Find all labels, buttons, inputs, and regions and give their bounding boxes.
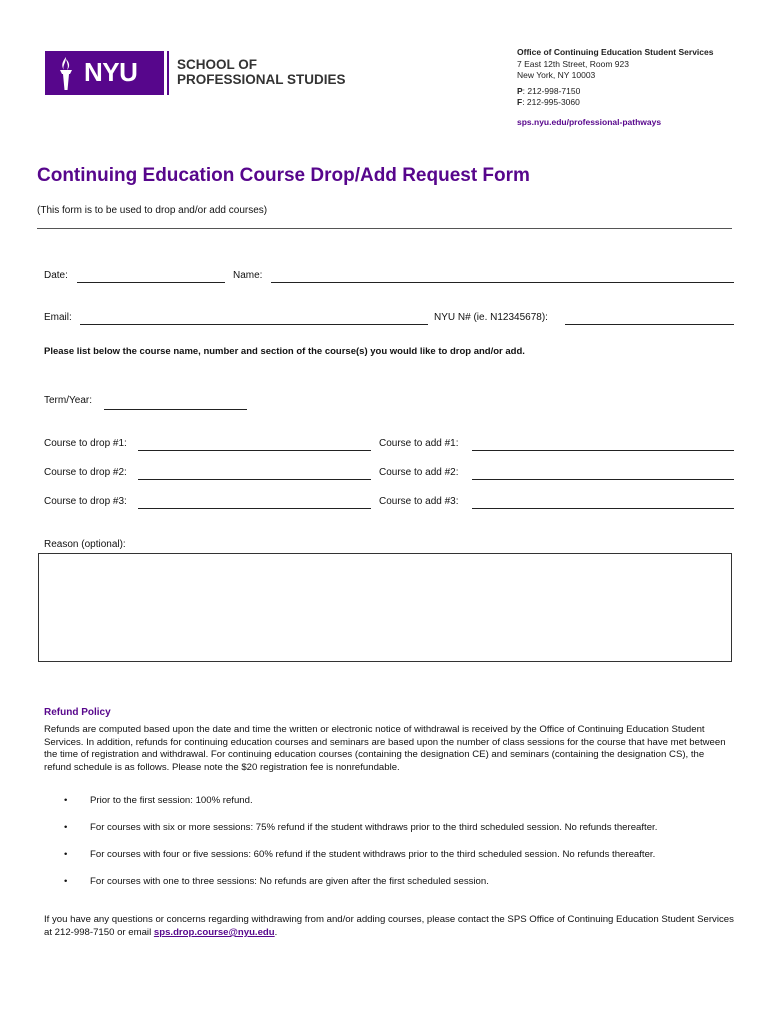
refund-policy-heading: Refund Policy (44, 707, 111, 718)
course-instructions: Please list below the course name, number and section of the course(s) you would like to drop and/or add. (44, 346, 525, 357)
add-2-field[interactable] (472, 479, 734, 480)
list-item (64, 849, 744, 876)
drop-1-label: Course to drop #1: (44, 438, 127, 449)
logo-divider (167, 51, 169, 95)
contact-paragraph (44, 913, 734, 939)
office-contact-block (517, 47, 713, 128)
date-label: Date: (44, 270, 68, 281)
address-line-1: 7 East 12th Street, Room 923 (517, 58, 629, 69)
name-field[interactable] (271, 282, 734, 283)
add-3-label: Course to add #3: (379, 496, 459, 507)
term-field[interactable] (104, 409, 247, 410)
school-name (177, 57, 346, 87)
date-field[interactable] (77, 282, 225, 283)
add-3-field[interactable] (472, 508, 734, 509)
form-subtitle: (This form is to be used to drop and/or add courses) (37, 205, 268, 216)
phone-number: : 212-998-7150 (522, 85, 581, 96)
office-title: Office of Continuing Education Student Services (517, 47, 714, 57)
nyu-id-field[interactable] (565, 324, 734, 325)
add-1-field[interactable] (472, 450, 734, 451)
term-label: Term/Year: (44, 395, 92, 406)
list-item-text: For courses with one to three sessions: No refunds are given after the first scheduled session. (90, 876, 489, 887)
list-item (64, 795, 744, 822)
email-label: Email: (44, 312, 72, 323)
drop-3-field[interactable] (138, 508, 371, 509)
fax-line (517, 97, 713, 109)
nyu-torch-icon (51, 53, 81, 93)
bullet-icon: • (64, 822, 68, 833)
refund-policy-paragraph: Refunds are computed based upon the date and time the written or electronic notice of withdrawal is received by the Office of Continuing Education Student Services. In addition, refunds for continuing education courses and seminars are based upon the number of class sessions for the course that have met between the time of registration and withdrawal. For continuing education courses (containing the designation CE) and seminars (containing the designation CS), the refund schedule is as follows. Please note the $20 registration fee is nonrefundable. (44, 724, 726, 774)
fax-number: : 212-995-3060 (522, 97, 580, 107)
drop-3-label: Course to drop #3: (44, 496, 127, 507)
form-title: Continuing Education Course Drop/Add Request Form (37, 165, 530, 186)
add-2-label: Course to add #2: (379, 467, 459, 478)
phone-line (517, 86, 713, 98)
bullet-icon: • (64, 849, 68, 860)
name-label: Name: (233, 270, 263, 281)
drop-2-field[interactable] (138, 479, 371, 480)
contact-text: If you have any questions or concerns regarding withdrawing from and/or adding courses, please contact the SPS Office of Continuing Education Student Services at 212-998-7150 or email (44, 914, 734, 938)
list-item (64, 876, 744, 903)
phone-label: P (517, 85, 523, 96)
website-link[interactable]: sps.nyu.edu/professional-pathways (517, 116, 662, 127)
reason-label: Reason (optional): (44, 539, 126, 550)
header-divider (37, 228, 732, 229)
email-field[interactable] (80, 324, 428, 325)
nyu-id-label: NYU N# (ie. N12345678): (434, 312, 548, 323)
list-item-text: Prior to the first session: 100% refund. (90, 795, 253, 806)
school-line-2: PROFESSIONAL STUDIES (177, 72, 346, 87)
contact-period: . (274, 927, 278, 938)
fax-label: F (517, 97, 523, 107)
add-1-label: Course to add #1: (379, 438, 459, 449)
list-item-text: For courses with four or five sessions: 60% refund if the student withdraws prior to the third scheduled session. No refunds thereafter. (90, 849, 656, 860)
address-line-2: New York, NY 10003 (517, 70, 596, 80)
list-item-text: For courses with six or more sessions: 75% refund if the student withdraws prior to the third scheduled session. No refunds thereafter. (90, 822, 658, 833)
drop-2-label: Course to drop #2: (44, 467, 127, 478)
list-item (64, 822, 744, 849)
drop-email-link[interactable]: sps.drop.course@nyu.edu (153, 927, 275, 938)
logo-text: NYU (84, 57, 138, 87)
reason-textarea[interactable] (38, 553, 732, 662)
bullet-icon: • (64, 795, 68, 806)
refund-schedule-list (64, 795, 744, 903)
school-line-1: SCHOOL OF (177, 57, 258, 72)
bullet-icon: • (64, 876, 68, 887)
drop-1-field[interactable] (138, 450, 371, 451)
